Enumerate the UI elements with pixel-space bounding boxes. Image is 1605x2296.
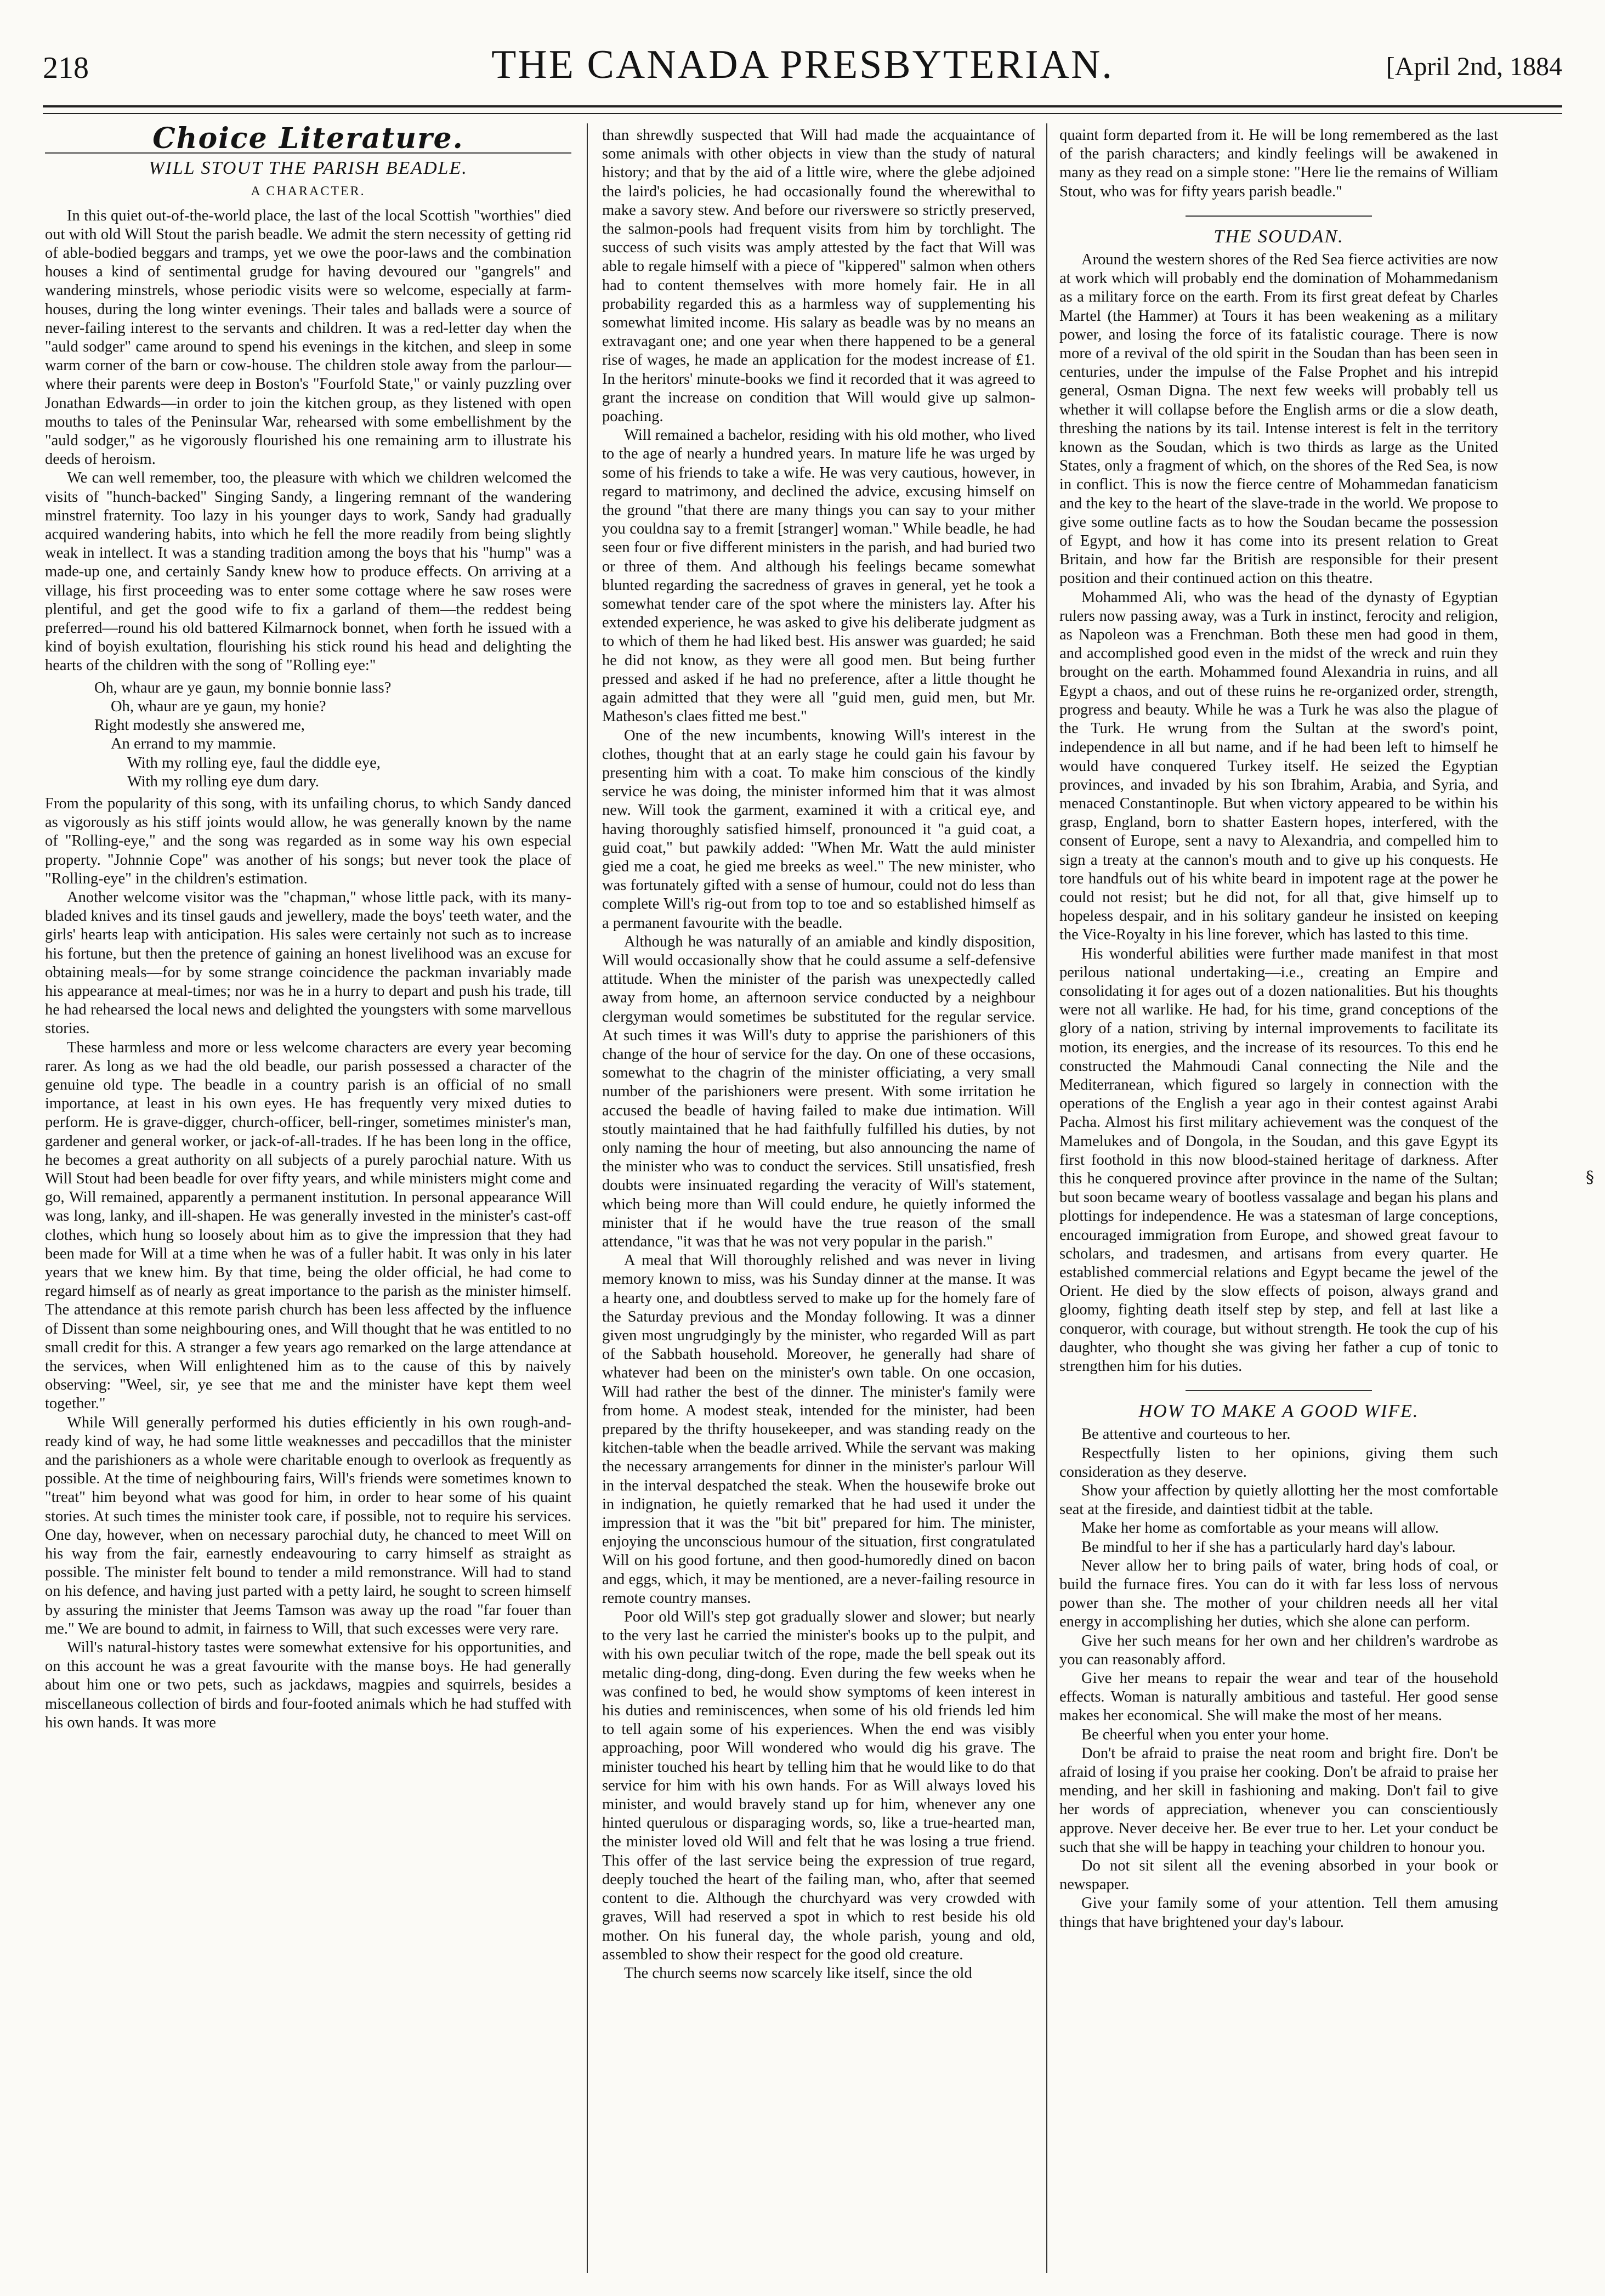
list-item: Respectfully listen to her opinions, giving them such consideration as they deserve.	[1059, 1444, 1498, 1481]
column-1	[45, 126, 571, 2278]
paragraph: than shrewdly suspected that Will had made the acquaintance of some animals with other objects in view than the study of natural history; and that by the aid of a little wire, where the glebe adjoined the laird's policies, he had occasionally found the wherewithal to make a savory stew. And before our riverswere so strictly preserved, the salmon-pools had frequent visits from him by torchlight. The success of such visits was amply attested by the fact that Will was able to regale himself with a piece of "kippered" salmon when others had to content themselves with more homely fair. He in all probability regarded this as a harmless way of supplementing his somewhat limited income. His salary as beadle was by no means an extravagant one; and one year when there happened to be a general rise of wages, he made an application for the modest increase of £1. In the heritors' minute-books we find it recorded that it was agreed to grant the increase on condition that Will would give up salmon-poaching.	[602, 127, 1035, 426]
issue-date: [April 2nd, 1884	[1386, 52, 1562, 81]
paragraph: The church seems now scarcely like itself, since the old	[624, 1964, 972, 1982]
column-3	[1059, 126, 1498, 2278]
paragraph: His wonderful abilities were further made manifest in that most perilous national undertaking—i.e., creating an Empire and consolidating it for ages out of a dozen nationalities. But his thoughts were not all warlike. He had, for his time, grand conceptions of the glory of a nation, striving by internal improvements to facilitate its motion, its energies, and the increase of its resources. To this end he constructed the Mahmoudi Canal connecting the Nile and the Mediterranean, which figured so largely in connection with the operations of the English a year ago in their contest against Arabi Pacha. Almost his first military achievement was the conquest of the Mamelukes and of Dongola, in the Soudan, and this gave Egypt its first foothold in this now blood-stained heritage of darkness. After this he conquered province after province in the name of the Sultan; but soon became weary of bootless vassalage and began his plans and plottings for independence. He was a statesman of large conceptions, encouraged immigration from Europe, and showed great favour to scholars, and tradesmen, and artisans from every quarter. He established commercial relations and Egypt became the jewel of the Orient. He died by the slow effects of poison, always grand and gloomy, fighting death itself step by step, and fell at last like a conqueror, with courage, but without strength. He took the cup of his daughter, who thought she was giving her father a cup of tonic to strengthen him for his duties.	[1059, 945, 1498, 1375]
list-item: Give her such means for her own and her children's wardrobe as you can reasonably afford.	[1059, 1632, 1498, 1668]
article-separator	[1186, 216, 1372, 217]
margin-mark: §	[1586, 1168, 1594, 1187]
article-title: THE SOUDAN.	[1213, 226, 1344, 247]
article-title: HOW TO MAKE A GOOD WIFE.	[1138, 1401, 1419, 1422]
paragraph: Around the western shores of the Red Sea fierce activities are now at work which will probably end the domination of Mohammedanism as a military force on the earth. From its first great defeat by Charles Martel (the Hammer) at Tours it has been weakening as a military power, and losing the force of its fatalistic courage. There is now more of a revival of the old spirit in the Soudan than has been seen in centuries, under the impulse of the False Prophet and his intrepid general, Osman Digna. The next few weeks will probably tell us whether it will collapse before the English arms or die a slow death, threshing the nations by its tail. Intense interest is felt in the territory known as the Soudan, which is two thirds as large as the United States, only a fragment of which, on the shores of the Red Sea, is now in conflict. This is now the fierce centre of Mohammedan fanaticism and the key to the heart of the slave-trade in the world. We propose to give some outline facts as to how the Soudan became the possession of Egypt, and how it has come into its present relation to Great Britain, and how far the British are responsible for their present position and their continued action on this theatre.	[1059, 251, 1498, 587]
list-item: Never allow her to bring pails of water, bring hods of coal, or build the furnace fires. You can do it with far less loss of nervous power than she. The mother of your children needs all her vital energy in accomplishing her duties, which she alone can perform.	[1059, 1557, 1498, 1631]
verse-line: Oh, whaur are ye gaun, my honie?	[111, 698, 326, 715]
paragraph: Mohammed Ali, who was the head of the dynasty of Egyptian rulers now passing away, was a Turk in instinct, ferocity and religion, as Napoleon was a Frenchman. Both these men had good in them, and accomplished good even in the midst of the wreck and ruin they brought on the earth. Mohammed found Alexandria in ruins, and all Egypt a chaos, and out of these ruins he re-organized order, strength, progress and beauty. While he was a Turk he was also the plague of the Turk. He wrung from the Sultan at the sword's point, independence in all but name, and if he had been left to himself he would have conquered Turkey itself. He seized the Egyptian provinces, and invaded by his son Ibrahim, Arabia, and Syria, and menaced Constantinople. But when victory appeared to be within his grasp, England, born to shatter Eastern hopes, interfered, with the consent of Europe, sent a navy to Alexandria, and compelled him to sign a treaty at the cannon's mouth and to give up his conquests. He tore handfuls out of his white beard in impotent rage at the power he could not resist; but he did not, for all that, give himself up to hopeless despair, and in his solitary gandeur he insisted on keeping the Vice-Royalty in his line forever, which has lasted to this time.	[1059, 588, 1498, 944]
list-item: Show your affection by quietly allotting her the most comfortable seat at the fireside, and daintiest tidbit at the table.	[1059, 1482, 1498, 1518]
list-item: Be mindful to her if she has a particularly hard day's labour.	[1081, 1538, 1456, 1556]
section-heading: Choice Literature.	[152, 126, 464, 155]
paragraph: Will's natural-history tastes were somewhat extensive for his opportunities, and on this account he was a great favourite with the manse boys. He had generally about him one or two pets, such as jackdaws, magpies and squirrels, besides a miscellaneous collection of birds and four-footed animals which he had stuffed with his own hands. It was more	[45, 1639, 571, 1731]
verse-line: Right modestly she answered me,	[94, 717, 305, 734]
list-item: Make her home as comfortable as your means will allow.	[1081, 1520, 1439, 1537]
list-item: Give your family some of your attention. Tell them amusing things that have brightened your day's labour.	[1059, 1895, 1498, 1931]
paragraph: While Will generally performed his duties efficiently in his own rough-and-ready kind of way, he had some little weaknesses and peccadillos that the minister and the parishioners as a whole were charitable enough to overlook as frequently as possible. At the time of neighbouring fairs, Will's friends were sometimes known to "treat" him beyond what was good for him, in order to hear some of his quaint stories. At such times the minister took care, if possible, not to require his services. One day, however, when on necessary parochial duty, he chanced to meet Will on his way from the fair, earnestly endeavouring to carry himself as straight as possible. The minister felt bound to tender a mild remonstrance. Will had to stand on his defence, and having just parted with a petty laird, he sought to screen himself by assuring the minister that Jeems Tamson was away up the road "far fouer than me." We are bound to admit, in fairness to Will, that such excesses were very rare.	[45, 1414, 571, 1637]
paragraph: quaint form departed from it. He will be long remembered as the last of the parish characters; and kindly feelings will be awakened in many as they read on a simple stone: "Here lie the remains of William Stout, who was for fifty years parish beadle."	[1059, 127, 1498, 200]
verse-line: With my rolling eye, faul the diddle eye,	[127, 754, 381, 772]
article-title: WILL STOUT THE PARISH BEADLE.	[149, 158, 468, 179]
article-separator	[1186, 1390, 1372, 1391]
article-subtitle: A CHARACTER.	[251, 184, 366, 199]
paragraph: In this quiet out-of-the-world place, the last of the local Scottish "worthies" died out with old Will Stout the parish beadle. We admit the stern necessity of getting rid of able-bodied beggars and tramps, yet we owe the poor-laws and the combination houses a kind of sentimental grudge for having devoured our "gangrels" and wandering minstrels, whose periodic visits were so welcome, especially at farm-houses, during the long winter evenings. Their tales and ballads were a source of never-failing interest to the servants and children. It was a red-letter day when the "auld sodger" came around to spend his evenings in the kitchen, and sleep in some warm corner of the barn or cow-house. The children stole away from the parlour—where their parents were deep in Boston's "Fourfold State," or vainly puzzling over Jonathan Edwards—in order to join the kitchen group, as they listened with open mouths to tales of the Peninsular War, rehearsed with some embellishment by the "auld sodger," as he vigorously flourished his one remaining arm to illustrate his deeds of heroism.	[45, 207, 571, 468]
verse-line: With my rolling eye dum dary.	[127, 773, 320, 790]
song-verse	[94, 679, 571, 791]
list-item: Do not sit silent all the evening absorbed in your book or newspaper.	[1059, 1857, 1498, 1894]
masthead: THE CANADA PRESBYTERIAN.	[491, 42, 1114, 87]
column-rule	[587, 123, 588, 2273]
paragraph: One of the new incumbents, knowing Will's interest in the clothes, thought that at an early stage he could gain his favour by presenting him with a coat. To make him conscious of the kindly service he was doing, the minister informed him that it was almost new. Will took the garment, examined it with a critical eye, and having thoroughly satisfied himself, pronounced it "a guid coat, a guid coat," but pawkily added: "When Mr. Watt the auld minister gied me a coat, he gied me breeks as weel." The new minister, who was fortunately gifted with a sense of humour, could not do less than complete Will's rig-out from top to toe and so established himself as a permanent favourite with the beadle.	[602, 727, 1035, 932]
list-item: Don't be afraid to praise the neat room and bright fire. Don't be afraid of losing if you praise her cooking. Don't be afraid to praise her mending, and her skill in fashioning and making. Don't fail to give her words of appreciation, whenever you can conscientiously approve. Never deceive her. Be ever true to her. Let your conduct be such that she will be happy in teaching your children to honour you.	[1059, 1744, 1498, 1856]
list-item: Be cheerful when you enter your home.	[1081, 1726, 1329, 1743]
paragraph: A meal that Will thoroughly relished and was never in living memory known to miss, was his Sunday dinner at the manse. It was a hearty one, and doubtless served to make up for the homely fare of the Saturday previous and the Monday following. It was a dinner given most ungrudgingly by the minister, who regarded Will as part of the Sabbath household. Moreover, he generally had share of whatever had been on the minister's own table. On one occasion, Will had rather the best of the dinner. The minister's family were from home. A modest steak, intended for the minister, had been prepared by the thrifty housekeeper, and was standing ready on the kitchen-table when the beadle arrived. While the servant was making the necessary arrangements for dinner in the minister's parlour Will in the interval despatched the steak. When the housewife broke out in indignation, he quietly remarked that he had used it under the impression that it was the "bit bit" prepared for him. The minister, enjoying the unconscious humour of the situation, first congratulated Will on his good fortune, and then good-humoredly dined on bacon and eggs, which, it may be mentioned, are a never-failing resource in remote country manses.	[602, 1252, 1035, 1607]
column-2	[602, 126, 1035, 2278]
page-number: 218	[43, 51, 89, 85]
paragraph: From the popularity of this song, with its unfailing chorus, to which Sandy danced as vigorously as his stiff joints would allow, he was generally known by the name of "Rolling-eye," and the song was regarded as in some way his own especial property. "Johnnie Cope" was another of his songs; but never took the place of "Rolling-eye" in the children's estimation.	[45, 795, 571, 887]
column-rule	[1046, 123, 1047, 2273]
header-rule	[43, 105, 1562, 114]
verse-line: Oh, whaur are ye gaun, my bonnie bonnie lass?	[94, 679, 392, 696]
paragraph: Poor old Will's step got gradually slower and slower; but nearly to the very last he carried the minister's books up to the pulpit, and with his own peculiar twitch of the rope, made the bell speak out its metalic ding-dong, ding-dong. Even during the few weeks when he was confined to bed, he would show symptoms of keen interest in his duties and reminiscences, when some of his old friends led him to tell again some of his experiences. When the end was visibly approaching, poor Will wondered who would dig his grave. The minister touched his heart by telling him that he would like to do that service for him with his own hands. For as Will always loved his minister, and would bravely stand up for him, whenever any one hinted querulous or disparaging words, so, like a true-hearted man, the minister loved old Will and felt that he was losing a true friend. This offer of the last service being the expression of true regard, deeply touched the heart of the failing man, who, after that seemed content to die. Although the churchyard was very crowded with graves, Will had reserved a spot in which to rest beside his old mother. On his funeral day, the whole parish, young and old, assembled to show their respect for the good old creature.	[602, 1608, 1035, 1963]
list-item: Be attentive and courteous to her.	[1081, 1426, 1291, 1443]
paragraph: These harmless and more or less welcome characters are every year becoming rarer. As long as we had the old beadle, our parish possessed a character of the genuine old type. The beadle in a country parish is an official of no small importance, at least in his own eyes. He has frequently very mixed duties to perform. He is grave-digger, church-officer, bell-ringer, sometimes minister's man, gardener and general worker, or jack-of-all-trades. If he has been long in the office, he becomes a great authority on all subjects of a purely parochial nature. With us Will Stout had been beadle for over fifty years, and while ministers might come and go, Will remained, apparently a permanent institution. In personal appearance Will was long, lanky, and ill-shapen. He was generally invested in the minister's cast-off clothes, which hung so loosely about him as to give the impression that they had been made for Will at a time when he was of a fuller habit. It was only in his later years that we knew him. By that time, being the older official, he had come to regard himself as of nearly as great importance to the parish as the minister himself. The attendance at this remote parish church has been less affected by the influence of Dissent than some neighbouring ones, and Will thought that he was entitled to no small credit for this. A stranger a few years ago remarked on the large attendance at the services, when Will enlightened him as to the cause of this by naively observing: "Weel, sir, ye see that me and the minister have kept them weel together."	[45, 1039, 571, 1413]
page-header	[43, 22, 1562, 99]
paragraph: Another welcome visitor was the "chapman," whose little pack, with its many-bladed knives and its tinsel gauds and jewellery, made the boys' teeth water, and the girls' hearts leap with anticipation. His sales were certainly not such as to increase his fortune, but then the pretence of gaining an honest livelihood was an excuse for obtaining meals—for by some strange coincidence the packman invariably made his appearance at meal-times; nor was he in a hurry to depart and push his trade, till he had rehearsed the local news and delighted the youngsters with some marvellous stories.	[45, 888, 571, 1038]
paragraph: Although he was naturally of an amiable and kindly disposition, Will would occasionally show that he could assume a self-defensive attitude. When the minister of the parish was unexpectedly called away from home, an afternoon service conducted by a neighbour clergyman would sometimes be substituted for the regular service. At such times it was Will's duty to apprise the parishioners of this change of the hour of service for the day. On one of these occasions, somewhat to the chagrin of the minister officiating, a very small number of the parishioners were present. With some irritation he accused the beadle of having failed to make due intimation. Will stoutly maintained that he had faithfully fulfilled his duties, by not only naming the hour of meeting, but also announcing the name of the minister who was to conduct the services. Still unsatisfied, fresh doubts were insinuated regarding the veracity of Will's statement, which being more than Will could endure, he quietly informed the minister that if he would have the true reason of the small attendance, "it was that he was not very popular in the parish."	[602, 933, 1035, 1250]
paragraph: Will remained a bachelor, residing with his old mother, who lived to the age of nearly a hundred years. In mature life he was urged by some of his friends to take a wife. He was very cautious, however, in regard to matrimony, and declined the advice, excusing himself on the ground "that there are many things you can say to your mither you couldna say to a fremit [stranger] woman." While beadle, he had seen four or five different ministers in the parish, and had buried two or three of them. And although his feelings became somewhat blunted regarding the sacredness of graves in general, yet he took a somewhat tender care of the spot where the ministers lay. After his extended experience, he was asked to give his deliberate judgment as to which of them he had liked best. His answer was guarded; he said he did not know, as they were all good men. But being further pressed and asked if he had no preference, after a little thought he again admitted that they were all "guid men, guid men, but Mr. Matheson's claes fitted me best."	[602, 427, 1035, 725]
list-item: Give her means to repair the wear and tear of the household effects. Woman is naturally ambitious and tasteful. Her good sense makes her economical. She will make the most of her means.	[1059, 1670, 1498, 1725]
verse-line: An errand to my mammie.	[111, 735, 276, 753]
paragraph: We can well remember, too, the pleasure with which we children welcomed the visits of "hunch-backed" Singing Sandy, a lingering remnant of the wandering minstrel fraternity. Too lazy in his younger days to work, Sandy had gradually acquired wandering habits, into which he fell the more readily from being slightly weak in intellect. It was a standing tradition among the boys that his "hump" was a made-up one, and certainly Sandy knew how to produce effects. On arriving at a village, his first proceeding was to enter some cottage where he saw roses were plentiful, and get the good wife to fix a garland of them—the reddest being preferred—round his old battered Kilmarnock bonnet, when forth he issued with a kind of boyish exultation, flourishing his stick round his head and delighting the hearts of the children with the song of "Rolling eye:"	[45, 469, 571, 674]
